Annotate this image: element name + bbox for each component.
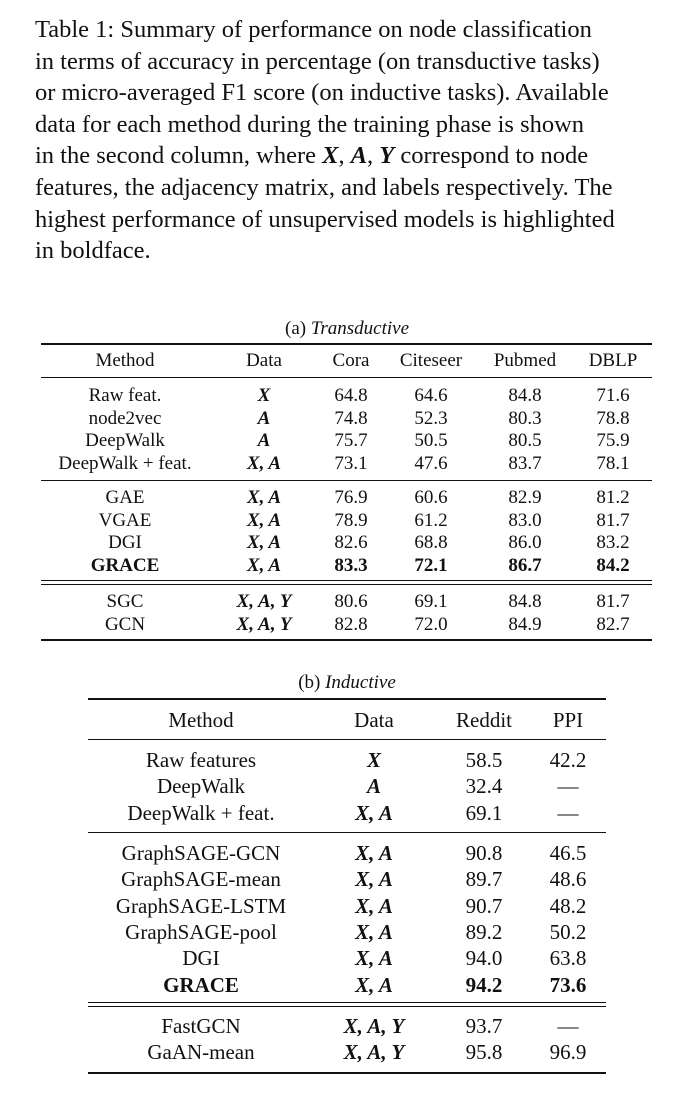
caption-text: correspond to node — [394, 142, 589, 170]
value-cell: 94.2 — [465, 972, 503, 997]
value-cell: 71.6 — [596, 385, 630, 406]
method-cell: GraphSAGE-pool — [125, 919, 277, 944]
value-cell: 72.1 — [414, 554, 448, 576]
caption-math-symbol: A — [350, 142, 368, 170]
method-cell: Raw feat. — [88, 385, 162, 406]
value-cell: 80.3 — [508, 407, 542, 429]
value-cell: — — [557, 774, 579, 799]
top-rule — [88, 698, 606, 700]
value-cell: 60.6 — [414, 487, 448, 508]
data-cell: X, A, Y — [343, 1014, 405, 1038]
data-cell: X, A — [355, 919, 393, 944]
data-cell: X, A — [246, 554, 282, 576]
value-cell: 78.1 — [596, 452, 630, 474]
value-cell: 64.6 — [414, 385, 448, 406]
caption-line: in terms of accuracy in percentage (on transductive tasks) — [35, 47, 600, 75]
value-cell: 83.0 — [508, 509, 542, 531]
value-cell: 94.0 — [465, 946, 503, 971]
header-rule — [41, 377, 652, 378]
value-cell: 80.5 — [508, 430, 542, 451]
method-cell: FastGCN — [161, 1014, 241, 1038]
column-header: Data — [246, 350, 282, 371]
value-cell: 76.9 — [334, 487, 368, 508]
column-header: Reddit — [456, 708, 512, 732]
value-cell: 84.8 — [508, 385, 542, 406]
column-header: Pubmed — [493, 350, 557, 371]
data-cell: X, A — [246, 487, 282, 508]
group-rule — [88, 832, 606, 833]
value-cell: 69.1 — [414, 591, 448, 612]
value-cell: — — [557, 800, 579, 825]
value-cell: 83.3 — [334, 554, 368, 576]
bottom-rule — [88, 1072, 606, 1074]
value-cell: 72.0 — [414, 613, 448, 635]
data-cell: X, A — [355, 946, 393, 971]
value-cell: 75.7 — [334, 430, 368, 451]
data-cell: X, A, Y — [236, 591, 292, 612]
value-cell: 47.6 — [414, 452, 448, 474]
caption-text: , — [367, 142, 380, 170]
caption-math-symbol: Y — [379, 142, 395, 170]
value-cell: 69.1 — [465, 800, 503, 825]
caption-text: in the second column, where — [35, 142, 323, 170]
data-cell: A — [257, 430, 271, 451]
data-cell: X, A — [355, 893, 393, 918]
data-cell: X, A — [246, 532, 282, 553]
data-cell: X, A, Y — [236, 613, 292, 635]
method-cell: GAE — [105, 487, 145, 508]
value-cell: 86.0 — [508, 532, 542, 553]
caption-line: Table 1: Summary of performance on node classification — [35, 16, 592, 43]
method-cell: DeepWalk — [156, 774, 246, 799]
data-cell: X, A — [246, 509, 282, 531]
caption-text: , — [338, 142, 351, 170]
table-title — [285, 318, 409, 340]
value-cell: 89.7 — [465, 867, 503, 892]
value-cell: 32.4 — [465, 774, 503, 799]
method-cell: GaAN-mean — [147, 1040, 255, 1065]
value-cell: 50.5 — [414, 430, 448, 451]
value-cell: 90.8 — [465, 841, 503, 865]
value-cell: 82.8 — [334, 613, 368, 635]
method-cell: DGI — [182, 946, 220, 971]
double-rule-bottom — [88, 1006, 606, 1007]
method-cell: GraphSAGE-GCN — [121, 841, 281, 865]
value-cell: 81.7 — [596, 509, 630, 531]
value-cell: 48.2 — [549, 893, 587, 918]
method-cell: DeepWalk + feat. — [127, 800, 275, 825]
data-cell: X, A — [246, 452, 282, 474]
data-cell: X, A — [355, 972, 393, 997]
table-title-label: (b) — [298, 672, 326, 693]
data-cell: X, A — [355, 867, 393, 892]
column-header: Citeseer — [399, 350, 463, 371]
method-cell: GraphSAGE-mean — [121, 867, 281, 892]
value-cell: 82.9 — [508, 487, 542, 508]
value-cell: 86.7 — [508, 554, 542, 576]
data-cell: X — [257, 385, 271, 406]
method-cell: DeepWalk + feat. — [58, 452, 192, 474]
method-cell: GCN — [104, 613, 146, 635]
value-cell: 83.2 — [596, 532, 630, 553]
double-rule-top — [41, 580, 652, 581]
bottom-rule — [41, 639, 652, 641]
column-header: DBLP — [588, 350, 638, 371]
value-cell: 64.8 — [334, 385, 368, 406]
data-cell: A — [366, 774, 381, 799]
value-cell: 61.2 — [414, 509, 448, 531]
column-header: Data — [354, 708, 394, 732]
value-cell: 42.2 — [549, 748, 587, 772]
value-cell: 84.8 — [508, 591, 542, 612]
table-title-italic: Transductive — [310, 318, 410, 339]
value-cell: 95.8 — [465, 1040, 503, 1065]
data-cell: X, A — [355, 800, 393, 825]
group-rule — [41, 480, 652, 481]
value-cell: 78.9 — [334, 509, 368, 531]
caption-line: features, the adjacency matrix, and labels respectively. The — [35, 173, 613, 201]
value-cell: 52.3 — [414, 407, 448, 429]
method-cell: GraphSAGE-LSTM — [115, 893, 287, 918]
value-cell: 90.7 — [465, 893, 503, 918]
caption-line: highest performance of unsupervised models is highlighted — [35, 205, 615, 233]
method-cell: DGI — [108, 532, 142, 553]
caption-line: or micro-averaged F1 score (on inductive tasks). Available — [35, 79, 609, 107]
value-cell: 84.9 — [508, 613, 542, 635]
column-header: PPI — [552, 708, 584, 732]
value-cell: 78.8 — [596, 407, 630, 429]
caption-line: in boldface. — [35, 237, 151, 265]
data-cell: X, A — [355, 841, 393, 865]
column-header: Method — [168, 708, 234, 732]
table-title — [298, 672, 396, 694]
value-cell: 83.7 — [508, 452, 542, 474]
method-cell: Raw features — [145, 748, 257, 772]
caption-math-symbol: X — [322, 142, 339, 170]
value-cell: 58.5 — [465, 748, 503, 772]
data-cell: X — [366, 748, 381, 772]
top-rule — [41, 343, 652, 345]
method-cell: SGC — [106, 591, 144, 612]
value-cell: 84.2 — [596, 554, 630, 576]
value-cell: 73.1 — [334, 452, 368, 474]
column-header: Method — [95, 350, 155, 371]
value-cell: 50.2 — [549, 919, 587, 944]
data-cell: X, A, Y — [343, 1040, 405, 1065]
double-rule-top — [88, 1002, 606, 1003]
value-cell: 73.6 — [549, 972, 587, 997]
value-cell: — — [557, 1014, 579, 1038]
value-cell: 68.8 — [414, 532, 448, 553]
method-cell: VGAE — [98, 509, 152, 531]
value-cell: 89.2 — [465, 919, 503, 944]
value-cell: 81.2 — [596, 487, 630, 508]
value-cell: 96.9 — [549, 1040, 587, 1065]
value-cell: 82.6 — [334, 532, 368, 553]
value-cell: 63.8 — [549, 946, 587, 971]
method-cell: GRACE — [90, 554, 160, 576]
table-title-label: (a) — [284, 318, 311, 339]
method-cell: DeepWalk — [85, 430, 165, 451]
method-cell: GRACE — [163, 972, 239, 997]
table-caption — [35, 14, 661, 267]
table-title-italic: Inductive — [325, 672, 396, 693]
value-cell: 46.5 — [549, 841, 587, 865]
value-cell: 48.6 — [549, 867, 587, 892]
method-cell: node2vec — [88, 407, 162, 429]
value-cell: 74.8 — [334, 407, 368, 429]
value-cell: 81.7 — [596, 591, 630, 612]
caption-line — [35, 140, 661, 172]
value-cell: 93.7 — [465, 1014, 503, 1038]
header-rule — [88, 739, 606, 740]
caption-line: data for each method during the training phase is shown — [35, 110, 585, 138]
double-rule-bottom — [41, 584, 652, 585]
value-cell: 82.7 — [596, 613, 630, 635]
data-cell: A — [257, 407, 271, 429]
column-header: Cora — [332, 350, 370, 371]
value-cell: 75.9 — [596, 430, 630, 451]
value-cell: 80.6 — [334, 591, 368, 612]
